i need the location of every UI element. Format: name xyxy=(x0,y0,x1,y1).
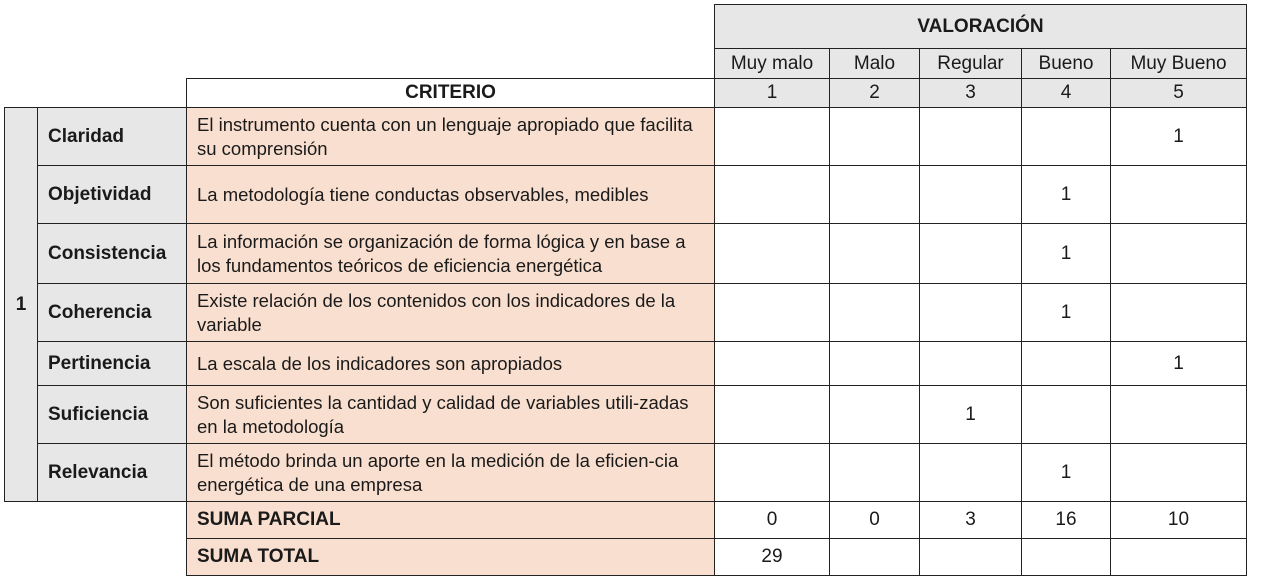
criterion-description xyxy=(186,165,715,224)
group-number xyxy=(4,107,38,502)
criterion-name xyxy=(37,283,187,342)
score-cell-text: 1 xyxy=(1060,461,1072,483)
score-cell[interactable] xyxy=(1110,443,1247,502)
criterion-name-text: Relevancia xyxy=(48,461,148,483)
score-cell[interactable] xyxy=(714,443,830,502)
scale-value-5-text: 5 xyxy=(1173,82,1184,103)
suma-parcial-value xyxy=(1110,501,1247,539)
criterion-name-text: Suficiencia xyxy=(48,403,149,425)
score-cell[interactable] xyxy=(1021,385,1111,444)
scale-label-3 xyxy=(919,48,1022,79)
criterion-name xyxy=(37,223,187,284)
suma-total-value xyxy=(714,538,830,576)
score-cell[interactable] xyxy=(1110,283,1247,342)
score-cell-text: 1 xyxy=(1173,352,1184,374)
score-cell[interactable] xyxy=(919,223,1022,284)
criterion-description-text: La información se organización de forma lógica y en base a los fundamentos teóricos de eficiencia energética xyxy=(197,230,686,276)
score-cell[interactable] xyxy=(919,443,1022,502)
suma-parcial-value-text: 10 xyxy=(1167,509,1190,530)
score-cell[interactable] xyxy=(829,107,920,166)
criterion-description-text: La metodología tiene conductas observables, medibles xyxy=(197,183,649,205)
scale-label-2 xyxy=(829,48,920,79)
scale-value-3 xyxy=(919,78,1022,108)
score-cell[interactable] xyxy=(829,341,920,386)
scale-label-1-text: Muy malo xyxy=(730,52,814,74)
scale-value-1 xyxy=(714,78,830,108)
score-cell[interactable] xyxy=(714,385,830,444)
score-cell[interactable] xyxy=(1021,165,1111,224)
score-cell[interactable] xyxy=(1110,341,1247,386)
scale-label-4 xyxy=(1021,48,1111,79)
score-cell[interactable] xyxy=(1021,107,1111,166)
suma-parcial-label xyxy=(186,501,715,539)
criterion-description-text: El instrumento cuenta con un lenguaje apropiado que facilita su comprensión xyxy=(197,113,693,159)
criterion-name-text: Pertinencia xyxy=(48,352,151,374)
score-cell[interactable] xyxy=(1021,283,1111,342)
scale-label-4-text: Bueno xyxy=(1038,52,1094,74)
suma-parcial-value xyxy=(829,501,920,539)
criterion-name xyxy=(37,165,187,224)
score-cell[interactable] xyxy=(714,283,830,342)
score-cell-text: 1 xyxy=(1173,125,1184,147)
criterion-description-text: Existe relación de los contenidos con los indicadores de la variable xyxy=(197,289,676,335)
suma-parcial-value-text: 0 xyxy=(766,509,778,530)
score-cell[interactable] xyxy=(714,341,830,386)
score-cell[interactable] xyxy=(919,165,1022,224)
score-cell[interactable] xyxy=(829,165,920,224)
score-cell-text: 1 xyxy=(1060,183,1072,205)
score-cell-text: 1 xyxy=(965,403,976,425)
scale-label-5 xyxy=(1110,48,1247,79)
suma-parcial-value xyxy=(919,501,1022,539)
suma-parcial-value-text: 3 xyxy=(965,509,976,530)
criterion-description-text: Son suficientes la cantidad y calidad de variables utili-zadas en la metodología xyxy=(197,391,689,437)
suma-total-label xyxy=(186,538,715,576)
criterion-description xyxy=(186,341,715,386)
scale-value-2-text: 2 xyxy=(869,82,880,103)
score-cell[interactable] xyxy=(829,223,920,284)
criterion-name-text: Claridad xyxy=(48,125,125,147)
suma-parcial-label-text: SUMA PARCIAL xyxy=(197,509,341,530)
scale-label-2-text: Malo xyxy=(853,52,896,74)
suma-total-value xyxy=(1110,538,1247,576)
scale-value-4-text: 4 xyxy=(1060,82,1072,103)
suma-parcial-value xyxy=(1021,501,1111,539)
score-cell[interactable] xyxy=(829,385,920,444)
scale-value-5 xyxy=(1110,78,1247,108)
criterion-description xyxy=(186,385,715,444)
score-cell[interactable] xyxy=(829,443,920,502)
criterion-name xyxy=(37,341,187,386)
criterion-name xyxy=(37,107,187,166)
scale-value-4 xyxy=(1021,78,1111,108)
scale-value-1-text: 1 xyxy=(766,82,778,103)
valoracion-header xyxy=(714,4,1247,49)
score-cell[interactable] xyxy=(714,165,830,224)
score-cell-text: 1 xyxy=(1060,242,1072,264)
suma-total-value xyxy=(1021,538,1111,576)
criterio-header-text: CRITERIO xyxy=(405,82,496,103)
suma-parcial-value xyxy=(714,501,830,539)
criterio-header xyxy=(186,78,715,108)
suma-total-value xyxy=(919,538,1022,576)
criterion-name xyxy=(37,385,187,444)
criterion-description-text: El método brinda un aporte en la medición de la eficien-cia energética de una empresa xyxy=(197,449,679,495)
criterion-description xyxy=(186,107,715,166)
criterion-name-text: Objetividad xyxy=(48,183,152,205)
suma-parcial-value-text: 0 xyxy=(869,509,880,530)
score-cell[interactable] xyxy=(1110,165,1247,224)
score-cell[interactable] xyxy=(1110,385,1247,444)
scale-label-1 xyxy=(714,48,830,79)
score-cell[interactable] xyxy=(919,385,1022,444)
score-cell[interactable] xyxy=(919,283,1022,342)
score-cell[interactable] xyxy=(1021,341,1111,386)
scale-label-5-text: Muy Bueno xyxy=(1130,52,1227,74)
suma-parcial-value-text: 16 xyxy=(1055,509,1077,530)
score-cell[interactable] xyxy=(919,107,1022,166)
suma-total-label-text: SUMA TOTAL xyxy=(197,546,320,567)
group-number-text: 1 xyxy=(15,293,27,315)
criterion-description xyxy=(186,443,715,502)
score-cell[interactable] xyxy=(829,283,920,342)
scale-value-3-text: 3 xyxy=(965,82,976,103)
criterion-description-text: La escala de los indicadores son apropiados xyxy=(197,352,563,374)
score-cell[interactable] xyxy=(1021,443,1111,502)
suma-total-value-text: 29 xyxy=(761,546,783,567)
criterion-description xyxy=(186,283,715,342)
score-cell[interactable] xyxy=(714,107,830,166)
score-cell-text: 1 xyxy=(1060,301,1072,323)
criterion-name xyxy=(37,443,187,502)
criterion-name-text: Consistencia xyxy=(48,242,167,264)
suma-total-value xyxy=(829,538,920,576)
valoracion-header-text: VALORACIÓN xyxy=(917,15,1044,37)
score-cell[interactable] xyxy=(714,223,830,284)
score-cell[interactable] xyxy=(1110,223,1247,284)
criterion-description xyxy=(186,223,715,284)
score-cell[interactable] xyxy=(1021,223,1111,284)
criterion-name-text: Coherencia xyxy=(48,301,152,323)
score-cell[interactable] xyxy=(1110,107,1247,166)
score-cell[interactable] xyxy=(919,341,1022,386)
scale-label-3-text: Regular xyxy=(937,52,1004,74)
scale-value-2 xyxy=(829,78,920,108)
